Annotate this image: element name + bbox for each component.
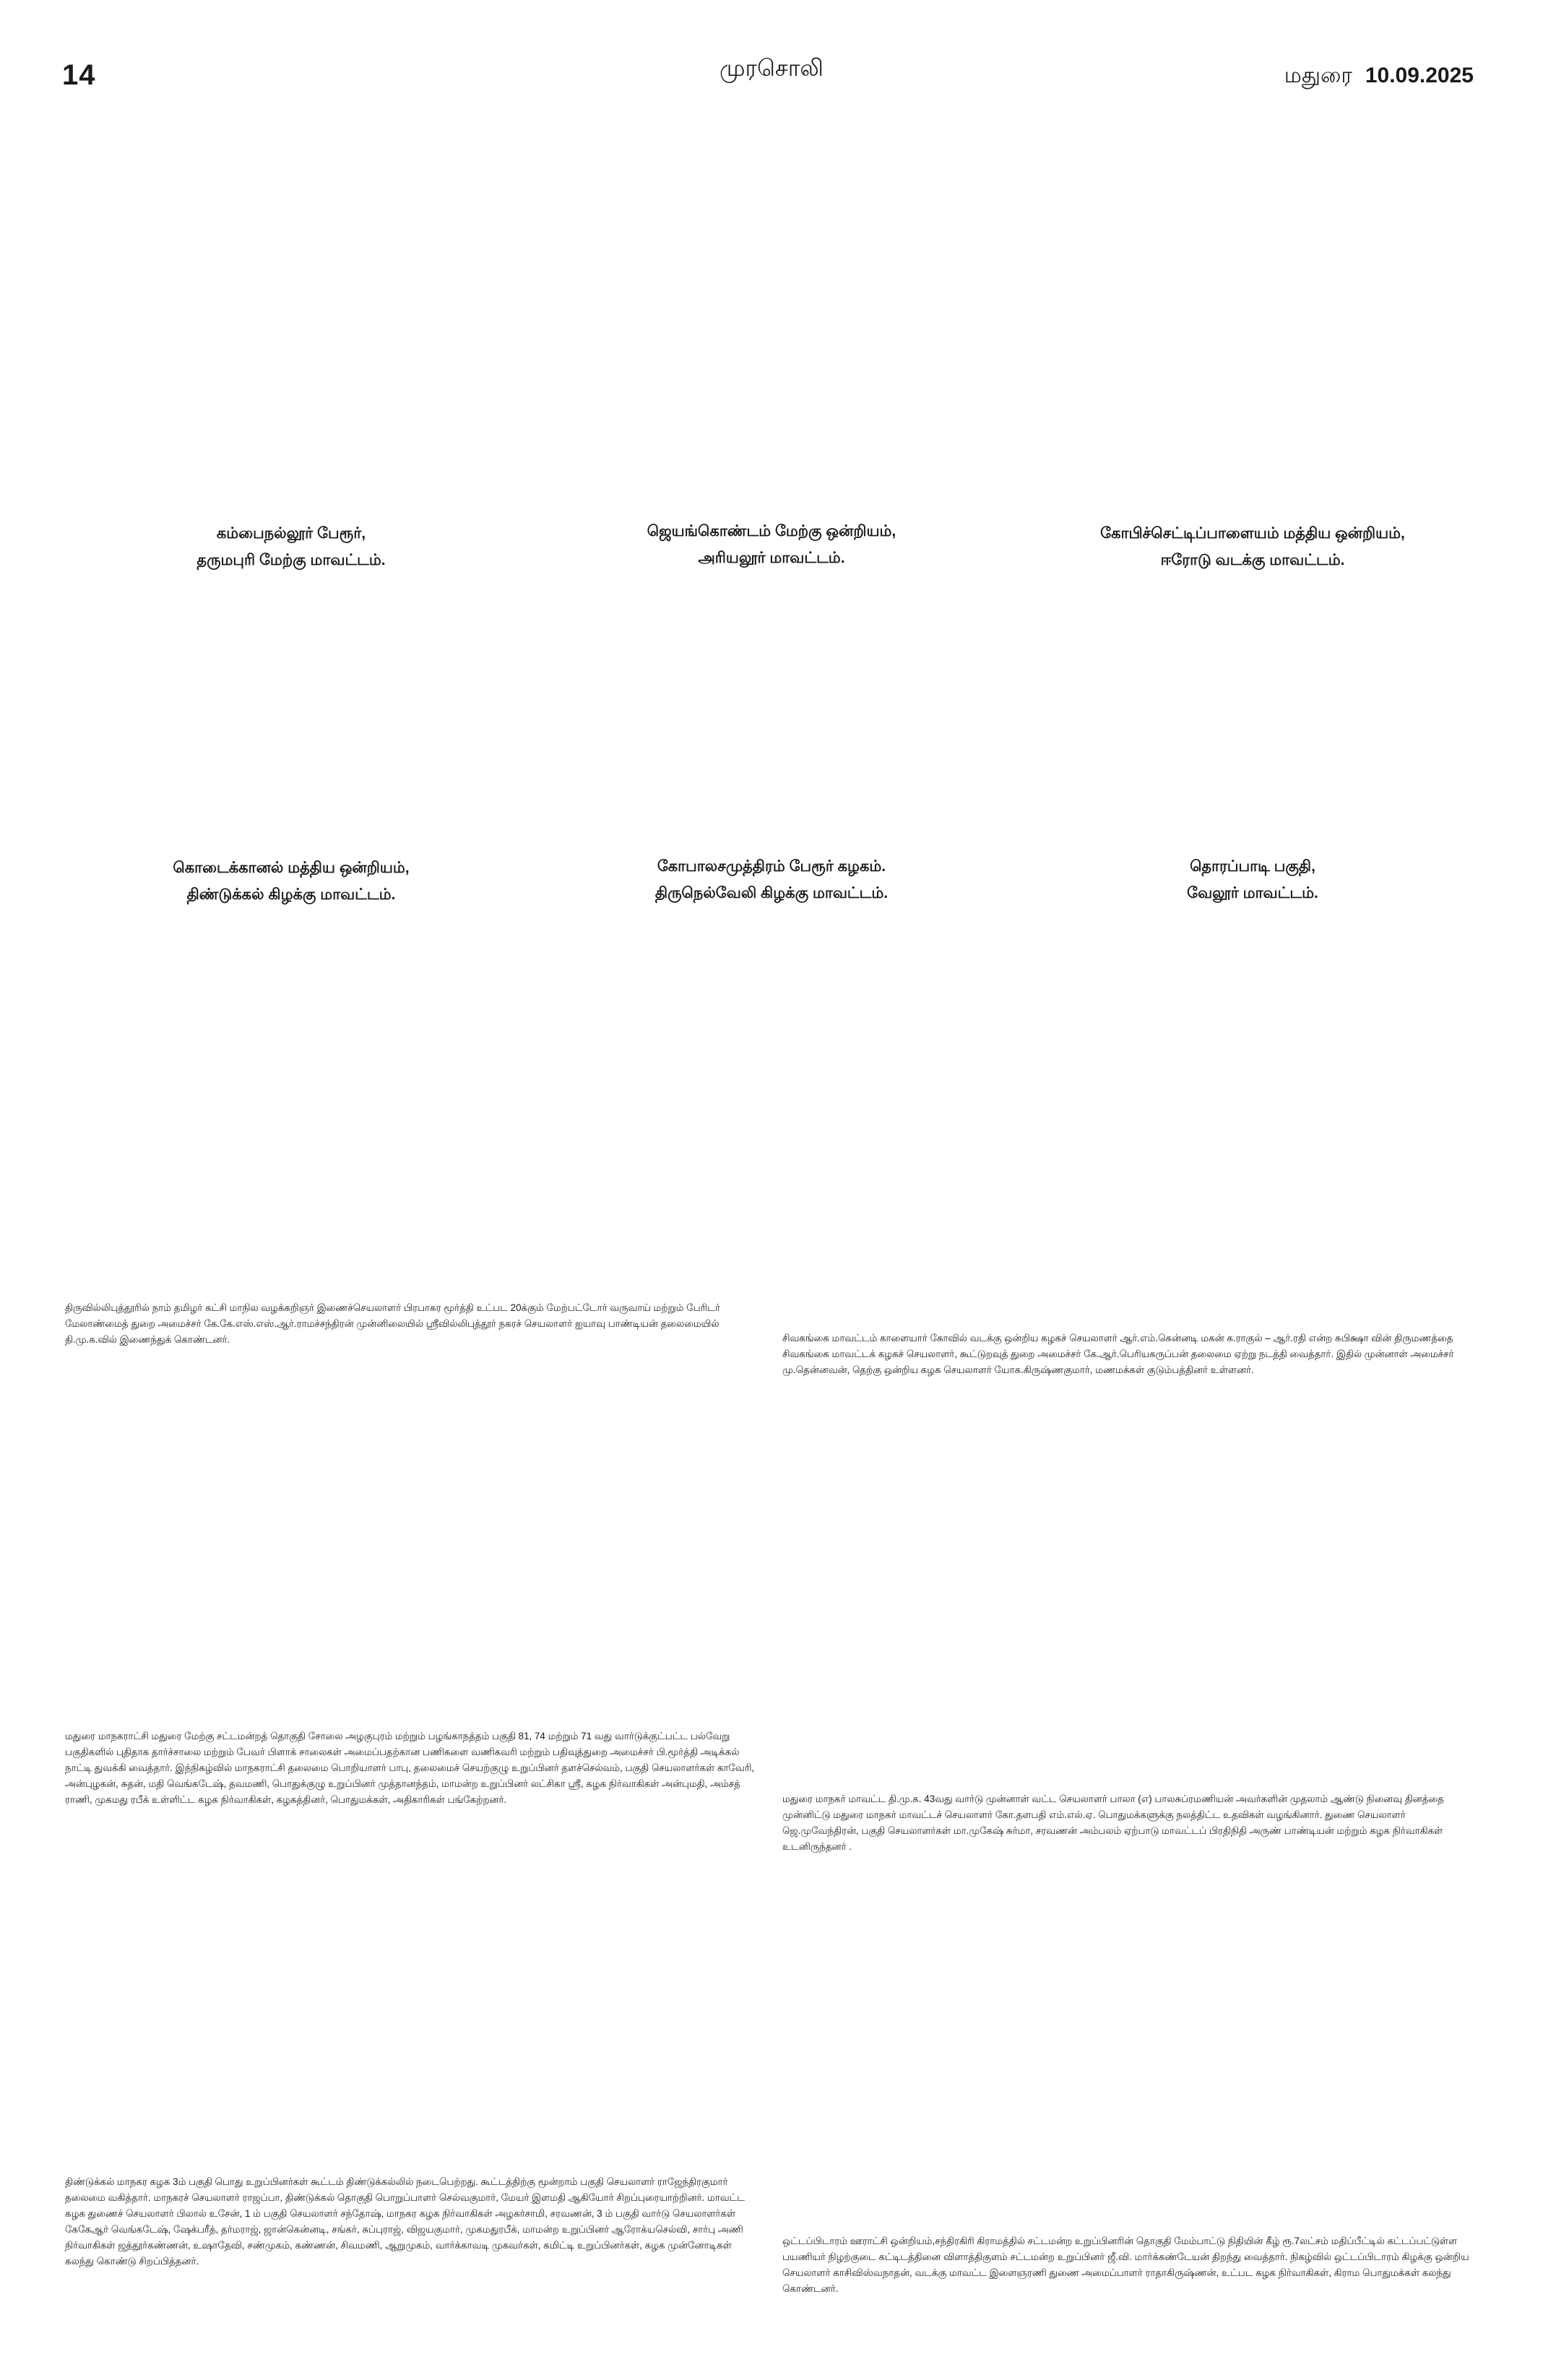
photo-caption — [1021, 853, 1484, 906]
news-story: சிவகங்கை மாவட்டம் காளையார் கோவில் வடக்கு ஒன்றிய கழகச் செயலாளர் ஆர்.எம்.கென்னடி மகன் க.ராகுல் – ஆர்.ரதி என்ற சுபிக்ஷா வின் திருமணத்தை சிவகங்கை மாவட்டக் கழகச் செயலாளர், கூட்டுறவுத் துறை அமைச்சர் கே.ஆர்.பெரியகருப்பன் தலைமை ஏற்று நடத்தி வைத்தார். இதில் முன்னாள் அமைச்சர் மு.தென்னவன், தெற்கு ஒன்றிய கழக செயலாளர் யோக.கிருஷ்ணகுமார், மணமக்கள் குடும்பத்தினர் உள்ளனர். — [782, 1333, 1454, 1375]
edition-date: 10.09.2025 — [1365, 64, 1474, 87]
caption-line: திருநெல்வேலி கிழக்கு மாவட்டம். — [654, 885, 889, 901]
caption-line: வேலூர் மாவட்டம். — [1187, 885, 1318, 901]
caption-line: கோபிச்செட்டிப்பாளையம் மத்திய ஒன்றியம், — [1100, 525, 1405, 542]
caption-line: கோபாலசமுத்திரம் பேரூர் கழகம். — [657, 858, 886, 875]
photo-caption — [540, 518, 1003, 571]
caption-line: ஈரோடு வடக்கு மாவட்டம். — [1160, 552, 1345, 568]
edition-city: மதுரை — [1284, 64, 1352, 87]
photo-caption — [60, 854, 522, 908]
caption-line: ஜெயங்கொண்டம் மேற்கு ஒன்றியம், — [647, 523, 896, 540]
news-story: மதுரை மாநகர் மாவட்ட தி.மு.க. 43வது வார்டு முன்னாள் வட்ட செயலாளர் பாலா (எ) பாலசுப்ரமணியன் அவர்களின் முதலாம் ஆண்டு நினைவு தினத்தை முன்னிட்டு மதுரை மாநகர் மாவட்டச் செயலாளர் கோ.தளபதி எம்.எல்.ஏ. பொதுமக்களுக்கு நலத்திட்ட உதவிகள் வழங்கினார். துணை செயலாளர் ஜெ.முவேந்திரன், பகுதி செயலாளர்கள் மா.முகேஷ் சுர்மா, சரவணன் அம்பலம் ஏற்பாடு மாவட்டப் பிரதிநிதி அருண் பாண்டியன் மற்றும் கழக நிர்வாகிகள் உடனிருந்தனர் . — [782, 1793, 1444, 1852]
caption-line: கொடைக்கானல் மத்திய ஒன்றியம், — [173, 860, 410, 876]
caption-line: கம்பைநல்லூர் பேரூர், — [216, 525, 366, 542]
caption-line: தொரப்பாடி பகுதி, — [1190, 858, 1315, 875]
news-story: ஒட்டப்பிடாரம் ஊராட்சி ஒன்றியம்,சந்திரகிரி கிராமத்தில் சட்டமன்ற உறுப்பினரின் தொகுதி மேம்பாட்டு நிதியின் கீழ் ரூ.7லட்சம் மதிப்பீட்டில் கட்டப்பட்டுள்ள பயணியர் நிழற்குடை கட்டிடத்தினை விளாத்திகுளம் சட்டமன்ற உறுப்பினர் ஜீ.வி. மார்க்கண்டேயன் திறந்து வைத்தார். நிகழ்வில் ஒட்டப்பிடாரம் கிழக்கு ஒன்றிய செயலாளர் காசிவிஸ்வநாதன், வடக்கு மாவட்ட இளைஞரணி துணை அமைப்பாளர் ராதாகிருஷ்ணன், உட்பட கழக நிர்வாகிகள், கிராம பொதுமக்கள் கலந்து கொண்டனர். — [782, 2236, 1469, 2294]
caption-line: தருமபுரி மேற்கு மாவட்டம். — [196, 552, 386, 568]
news-story: திருவில்லிபுத்தூரில் நாம் தமிழர் கட்சி மாநில வழக்கறிஞர் இணைச்செயலாளர் பிரபாகர மூர்த்தி உட்பட 20க்கும் மேற்பட்டோர் வருவாய் மற்றும் பேரிடர் மேலாண்மைத் துறை அமைச்சர் கே.கே.எஸ்.எஸ்.ஆர்.ராமச்சந்திரன் முன்னிலையில் ஸ்ரீவில்லிபுத்தூர் நகரச் செயலாளர் ஐயாவு பாண்டியன் தலைமையில் தி.மு.க.வில் இணைந்துக் கொண்டனர். — [65, 1302, 720, 1345]
caption-line: திண்டுக்கல் கிழக்கு மாவட்டம். — [186, 886, 396, 903]
photo-caption — [1021, 520, 1484, 574]
news-story: மதுரை மாநகராட்சி மதுரை மேற்கு சட்டமன்றத் தொகுதி சோலை அழகுபுரம் மற்றும் பழங்காநத்தம் பகுதி 81, 74 மற்றும் 71 வது வார்டுக்குட்பட்ட பல்வேறு பகுதிகளில் புதிதாக தார்ச்சாலை மற்றும் பேவர் பிளாக் சாலைகள் அமைப்பதற்கான பணிகளை வணிகவரி மற்றும் பதிவுத்துறை அமைச்சர் பி.மூர்த்தி அடிக்கல் நாட்டி துவக்கி வைத்தார். இந்நிகழ்வில் மாநகராட்சி தலைமை பொறியாளர் பாபு, தலைமைச் செயற்குழு உறுப்பினர் தளச்செல்வம், பகுதி செயலாளர்கள் காவேரி, அன்புழகன், சுதன், மதி வெங்கடேஷ், தவமணி, பொதுக்குழு உறுப்பினர் முத்தானந்தம், மாமன்ற உறுப்பினர் லட்சிகா ஸ்ரீ, கழக நிர்வாகிகள் அன்புமதி, அம்சத் ராணி, முகமது ரபீக் உள்ளிட்ட கழக நிர்வாகிகள், கழகத்தினர், பொதுமக்கள், அதிகாரிகள் பங்கேற்றனர். — [65, 1731, 755, 1805]
photo-caption — [60, 520, 522, 574]
news-story: திண்டுக்கல் மாநகர கழக 3ம் பகுதி பொது உறுப்பினர்கள் கூட்டம் திண்டுக்கல்லில் நடைபெற்றது. கூட்டத்திற்கு மூன்றாம் பகுதி செயலாளர் ராஜேந்திரகுமார் தலைமை வகித்தார். மாநகரச் செயலாளர் ராஜப்பா, திண்டுக்கல் தொகுதி பொறுப்பாளர் செல்வகுமார், மேயர் இளமதி ஆகியோர் சிறப்புரையாற்றினர். மாவட்ட கழக துணைச் செயலாளர் பிலால் உசேன், 1 ம் பகுதி செயலாளர் சந்தோஷ், மாநகர கழக நிர்வாகிகள் அழகர்சாமி, சரவணன், 3 ம் பகுதி வார்டு செயலாளர்கள் கேகேஆர் வெங்கடேஷ், ஷேக்பரீத், தர்மராஜ், ஜான்கென்னடி, சங்கர், சுப்புராஜ், விஜயகுமார், முகமதுரபீக், மாமன்ற உறுப்பினர் ஆரோக்யசெல்வி, சார்பு அணி நிர்வாகிகள் ஜத்தூர்கண்ணன், உஷாதேவி, சண்முகம், கண்ணன், சிவமணி, ஆறுமுகம், வார்க்காவடி முகவர்கள், கமிட்டி உறுப்பினர்கள், கழக முன்னோடிகள் கலந்து கொண்டு சிறப்பித்தனர். — [65, 2176, 745, 2267]
newspaper-title: முரசொலி — [719, 55, 824, 81]
photo-caption — [540, 853, 1003, 906]
edition-dateline — [1284, 64, 1474, 91]
caption-line: அரியலூர் மாவட்டம். — [698, 550, 845, 566]
page-number: 14 — [62, 59, 96, 91]
